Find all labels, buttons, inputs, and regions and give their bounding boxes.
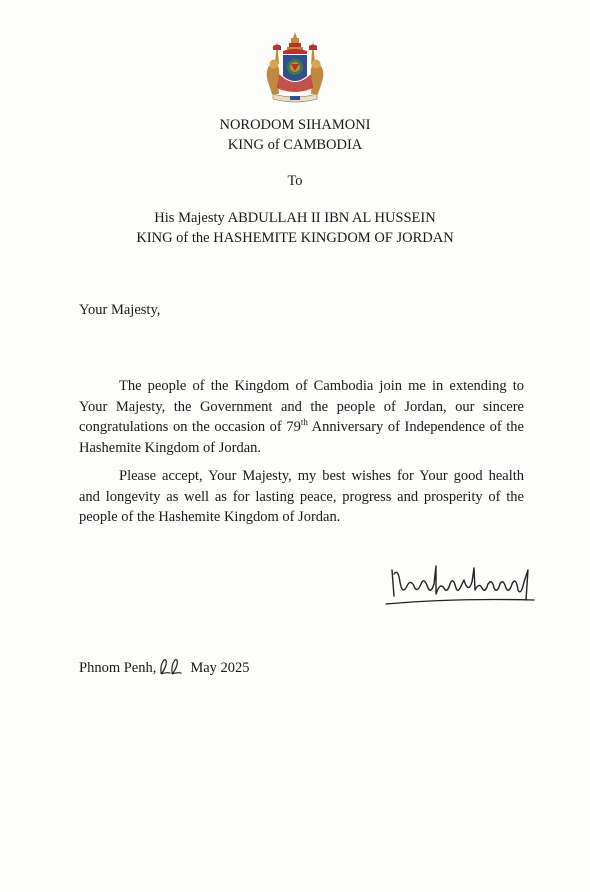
sender-block [0, 115, 590, 155]
to-label: To [287, 173, 303, 189]
closing-place: Phnom Penh, [79, 660, 157, 676]
handwritten-day [158, 657, 184, 677]
p1-text-after: Anniversary of Independence of the Hashemite Kingdom of Jordan. [79, 419, 524, 456]
salutation: Your Majesty, [79, 302, 161, 318]
p1-text-before: The people of the Kingdom of Cambodia join me in extending to Your Majesty, the Government and the people of Jordan, our sincere congratulations on the occasion of 79 [79, 378, 524, 435]
handwritten-signature [384, 560, 544, 610]
recipient-title: KING of the HASHEMITE KINGDOM OF JORDAN [136, 230, 454, 246]
recipient-block [0, 208, 590, 248]
sender-title: KING of CAMBODIA [227, 137, 363, 153]
sender-name: NORODOM SIHAMONI [219, 117, 371, 133]
closing-line [79, 657, 250, 678]
recipient-name: His Majesty ABDULLAH II IBN AL HUSSEIN [154, 210, 436, 226]
body-paragraph-1 [79, 376, 524, 458]
body-paragraph-2: Please accept, Your Majesty, my best wishes for Your good health and longevity as well as for lasting peace, progress and prosperity of the people of the Hashemite Kingdom of Jordan. [79, 468, 524, 525]
ordinal-suffix: th [300, 417, 308, 428]
royal-arms-of-cambodia-icon [263, 30, 327, 106]
closing-month-year: May 2025 [190, 660, 250, 676]
